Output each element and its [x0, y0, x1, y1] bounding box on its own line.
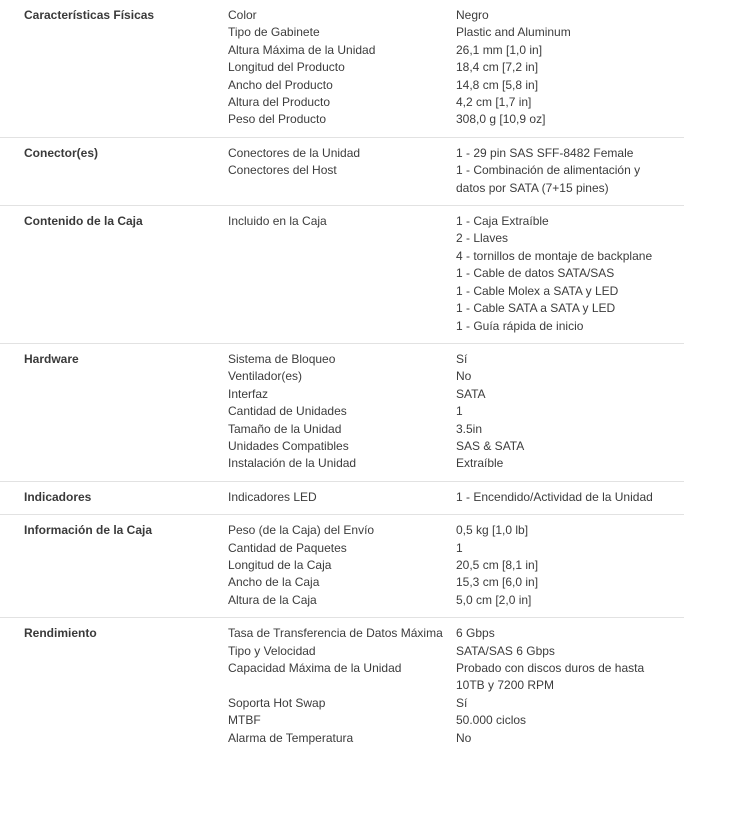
section-title: Indicadores: [24, 489, 92, 504]
spec-label: MTBF: [228, 713, 261, 728]
spec-row: [228, 24, 684, 41]
spec-value: 4,2 cm [1,7 in]: [456, 95, 532, 110]
spec-value: No: [456, 369, 472, 384]
spec-rows: [228, 489, 684, 506]
spec-value: Plastic and Aluminum: [456, 25, 571, 40]
spec-rows: [228, 351, 684, 473]
spec-label: Ancho del Producto: [228, 77, 333, 92]
spec-row: [228, 265, 684, 282]
section-title: Información de la Caja: [24, 523, 153, 538]
spec-value: 0,5 kg [1,0 lb]: [456, 523, 529, 538]
spec-label: Altura de la Caja: [228, 592, 317, 607]
spec-row: [228, 557, 684, 574]
spec-value: 1 - Encendido/Actividad de la Unidad: [456, 489, 653, 504]
spec-value: 308,0 g [10,9 oz]: [456, 112, 546, 127]
spec-row: [228, 660, 684, 695]
spec-value: 14,8 cm [5,8 in]: [456, 77, 539, 92]
spec-value: SATA: [456, 386, 486, 401]
spec-row: [228, 42, 684, 59]
spec-value: 18,4 cm [7,2 in]: [456, 60, 539, 75]
spec-section: [0, 618, 684, 755]
spec-row: [228, 574, 684, 591]
spec-row: [228, 59, 684, 76]
spec-section: [0, 482, 684, 515]
spec-value: Probado con discos duros de hasta 10TB y 7200 RPM: [456, 661, 645, 693]
spec-label: Tamaño de la Unidad: [228, 421, 342, 436]
spec-row: [228, 77, 684, 94]
spec-value: 15,3 cm [6,0 in]: [456, 575, 539, 590]
spec-value: 20,5 cm [8,1 in]: [456, 557, 539, 572]
spec-value: SATA/SAS 6 Gbps: [456, 643, 555, 658]
spec-row: [228, 489, 684, 506]
spec-row: [228, 712, 684, 729]
spec-value: 4 - tornillos de montaje de backplane: [456, 248, 653, 263]
spec-row: [228, 455, 684, 472]
spec-value: Sí: [456, 695, 468, 710]
spec-value: SAS & SATA: [456, 438, 525, 453]
spec-section: [0, 138, 684, 206]
spec-rows: [228, 7, 684, 129]
spec-label: Tipo y Velocidad: [228, 643, 316, 658]
spec-label: Instalación de la Unidad: [228, 456, 357, 471]
spec-section: [0, 344, 684, 482]
spec-label: Tipo de Gabinete: [228, 25, 320, 40]
spec-label: Cantidad de Unidades: [228, 404, 347, 419]
spec-row: [228, 421, 684, 438]
spec-value: 1: [456, 404, 463, 419]
spec-value: 3.5in: [456, 421, 483, 436]
spec-label: [228, 300, 456, 317]
section-title: Rendimiento: [24, 626, 97, 641]
spec-section: [0, 206, 684, 344]
spec-label: Altura del Producto: [228, 95, 331, 110]
spec-value: 1 - Cable de datos SATA/SAS: [456, 266, 615, 281]
spec-row: [228, 403, 684, 420]
spec-label: Cantidad de Paquetes: [228, 540, 347, 555]
spec-value: 1 - Cable Molex a SATA y LED: [456, 283, 619, 298]
spec-label: Altura Máxima de la Unidad: [228, 42, 376, 57]
spec-row: [228, 145, 684, 162]
spec-row: [228, 213, 684, 230]
spec-value: 26,1 mm [1,0 in]: [456, 42, 543, 57]
spec-value: Extraíble: [456, 456, 504, 471]
spec-row: [228, 283, 684, 300]
spec-value: 1 - Caja Extraíble: [456, 214, 549, 229]
section-title: Contenido de la Caja: [24, 214, 143, 229]
spec-label: Tasa de Transferencia de Datos Máxima: [228, 626, 443, 641]
spec-row: [228, 351, 684, 368]
spec-rows: [228, 522, 684, 609]
spec-rows: [228, 145, 684, 197]
spec-value: Negro: [456, 8, 489, 22]
spec-label: Ventilador(es): [228, 369, 303, 384]
spec-value: 50.000 ciclos: [456, 713, 527, 728]
spec-value: 1 - 29 pin SAS SFF-8482 Female: [456, 145, 634, 160]
spec-row: [228, 7, 684, 24]
spec-row: [228, 248, 684, 265]
spec-row: [228, 730, 684, 747]
spec-label: Indicadores LED: [228, 489, 317, 504]
spec-label: [228, 265, 456, 282]
spec-label: Soporta Hot Swap: [228, 695, 326, 710]
spec-row: [228, 368, 684, 385]
spec-label: Peso (de la Caja) del Envío: [228, 523, 375, 538]
spec-label: [228, 318, 456, 335]
spec-label: Color: [228, 8, 257, 22]
spec-value: 1: [456, 540, 463, 555]
spec-row: [228, 111, 684, 128]
spec-value: 2 - Llaves: [456, 231, 509, 246]
spec-label: Sistema de Bloqueo: [228, 351, 336, 366]
spec-row: [228, 386, 684, 403]
spec-row: [228, 695, 684, 712]
spec-label: Conectores de la Unidad: [228, 145, 361, 160]
spec-label: [228, 230, 456, 247]
spec-label: Capacidad Máxima de la Unidad: [228, 661, 402, 675]
spec-value: Sí: [456, 351, 468, 366]
section-title: Hardware: [24, 351, 79, 366]
spec-row: [228, 540, 684, 557]
spec-section: [0, 515, 684, 618]
spec-row: [228, 522, 684, 539]
spec-rows: [228, 625, 684, 747]
spec-row: [228, 230, 684, 247]
section-title: Conector(es): [24, 145, 99, 160]
spec-row: [228, 592, 684, 609]
spec-label: Unidades Compatibles: [228, 438, 349, 453]
spec-row: [228, 625, 684, 642]
spec-label: Conectores del Host: [228, 163, 337, 178]
spec-row: [228, 94, 684, 111]
spec-row: [228, 643, 684, 660]
spec-row: [228, 318, 684, 335]
spec-label: Longitud del Producto: [228, 60, 345, 75]
spec-label: [228, 248, 456, 265]
spec-label: Ancho de la Caja: [228, 575, 320, 590]
spec-value: No: [456, 730, 472, 745]
spec-row: [228, 438, 684, 455]
spec-value: 1 - Cable SATA a SATA y LED: [456, 301, 616, 316]
spec-row: [228, 300, 684, 317]
spec-label: Alarma de Temperatura: [228, 730, 354, 745]
spec-value: 5,0 cm [2,0 in]: [456, 592, 532, 607]
spec-label: Incluido en la Caja: [228, 214, 327, 229]
spec-label: Interfaz: [228, 386, 269, 401]
spec-value: 6 Gbps: [456, 626, 495, 641]
spec-label: Longitud de la Caja: [228, 557, 332, 572]
spec-value: 1 - Guía rápida de inicio: [456, 318, 584, 333]
spec-rows: [228, 213, 684, 335]
spec-value: 1 - Combinación de alimentación y datos por SATA (7+15 pines): [456, 163, 641, 195]
section-title: Características Físicas: [24, 8, 155, 22]
spec-label: Peso del Producto: [228, 112, 327, 127]
spec-section: [0, 0, 684, 138]
spec-label: [228, 283, 456, 300]
spec-row: [228, 162, 684, 197]
